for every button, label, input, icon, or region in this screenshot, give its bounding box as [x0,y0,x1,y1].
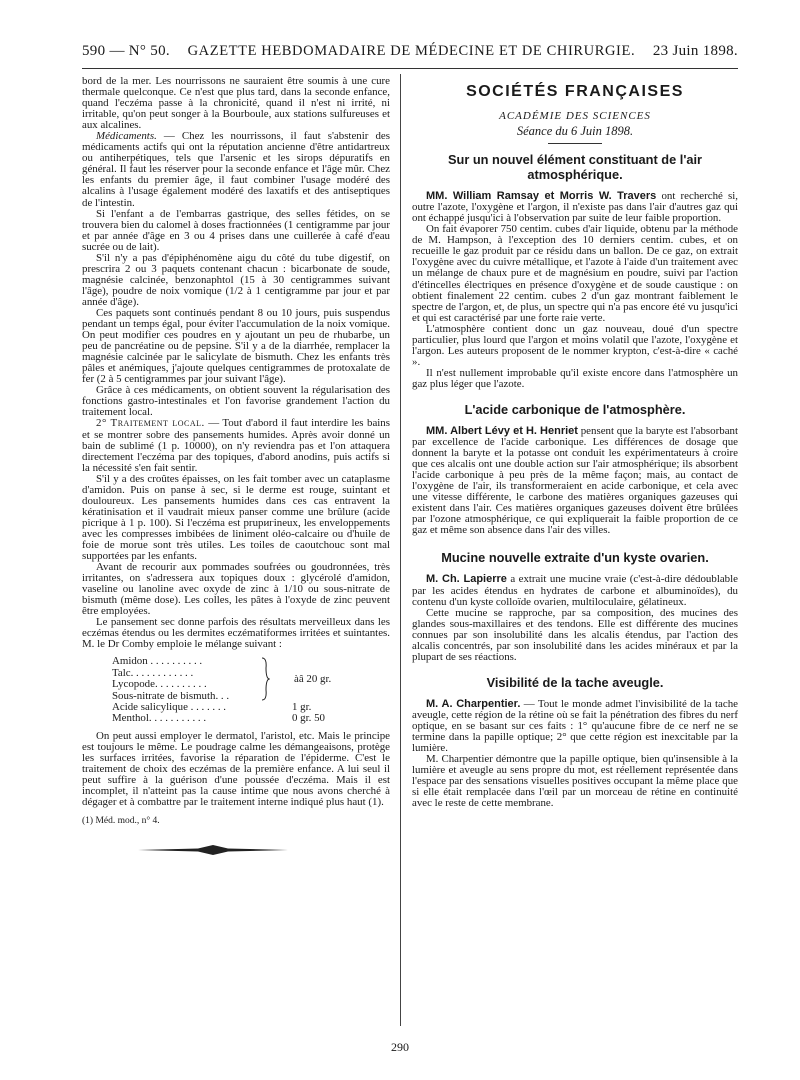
prescription [112,656,390,724]
recipe-ingredient: Sous-nitrate de bismuth. . . [112,689,230,702]
paragraph-text: ont recherché si, outre l'azote, l'oxygène et l'argon, il n'existe pas dans l'air d'autres gaz qui ont échappé jusqu'ici à l'observation par suite de leur faible proportion. [412,190,738,225]
paragraph [82,131,390,208]
right-column [412,76,738,809]
paragraph: On fait évaporer 750 centim. cubes d'air liquide, obtenu par la méthode de M. Hampson, à l'exception des 10 derniers centim. cubes, et on recueille le gaz produit par ce résidu dans un ballon. De ce gaz, on extrait l'oxygène avec du cuivre métallique, et l'azote à l'aide d'un traitement avec un mélange de chaux pure et de magnésium en poudre, suivi par l'action d'étincelles électriques en présence d'oxygène et de soude caustique : on obtient finalement 22 centim. cubes 2 d'un gaz montrant faiblement le spectre de l'argon, et, de plus, un spectre qui n'a pas encore été vu jusqu'ici et qui est caractérisé par une forte raie verte. [412,223,738,324]
brace-icon [260,657,270,701]
header-date: 23 Juin 1898. [652,42,738,59]
article-authors: M. Ch. Lapierre [426,573,507,586]
left-column [82,76,390,858]
recipe-ingredient: Amidon . . . . . . . . . . [112,655,203,668]
paragraph [412,574,738,607]
recipe-dose: 0 gr. 50 [292,712,325,725]
column-divider [400,74,401,1026]
footnote: (1) Méd. mod., n° 4. [82,816,160,827]
paragraph: Le pansement sec donne parfois des résultats merveilleux dans les eczémas étendus ou les dermites eczématiformes irritées et suintantes. M. le Dr Comby emploie le mélange suivant : [82,616,390,651]
short-rule [548,143,602,144]
journal-title: GAZETTE HEBDOMADAIRE DE MÉDECINE ET DE CHIRURGIE. [187,42,636,59]
run-in-label: 2° Traitement local. [96,417,205,430]
article-title: Mucine nouvelle extraite d'un kyste ovarien. [441,550,709,566]
recipe-ingredient: Menthol. . . . . . . . . . . [112,712,207,725]
paragraph: On peut aussi employer le dermatol, l'aristol, etc. Mais le principe est toujours le même. Le poudrage calme les démangeaisons, protège les surfaces irritées, favorise la réparation de l'épiderme. C'est le traitement de choix des eczémas de la première enfance. A lui seul il peut suffire à la guérison d'une poussée d'eczéma. Mais il est incomplet, il n'atteint pas la cause intime que nous avons cherché à dégager et à combattre par le traitement interne indiqué plus haut (1). [82,729,390,809]
paragraph: S'il n'y a pas d'épiphénomène aigu du côté du tube digestif, on prescrira 2 ou 3 paquets contenant chacun : bicarbonate de soude, magnésie calcinée, benzonaphtol (15 à 30 centigrammes suivant l'âge), poudre de noix vomique (1/2 à 1 centigramme par jour et par année d'âge). [82,251,390,308]
paragraph-text: — Tout le monde admet l'invisibilité de la tache aveugle, cette région de la rétine où se fait la pénétration des fibres du nerf optique, en se basant sur ces faits : 1° qu'aucune fibre de ce nerf ne se termine dans la papille optique; 2° que cette région est inexcitable par la lumière. [412,697,739,755]
paragraph-text: — Chez les nourrissons, il faut s'abstenir des médicaments actifs qui ont la réputation ancienne d'être antidartreux ou antiherpétiques, tels que l'arsenic et les sirops dépuratifs en général. Il faut les réserver pour la seconde enfance et l'âge mûr. Chez les enfants du premier âge, il faut combiner l'usage modéré des alcalins à l'usage également modéré des laxatifs et des antiseptiques de l'intestin. [82,130,390,209]
paragraph: Ces paquets sont continués pendant 8 ou 10 jours, puis suspendus pendant un temps égal, pour éviter l'accumulation de la noix vomique. On peut modifier ces poudres en y ajoutant un peu de rhubarbe, un peu de pancréatine ou de pepsine. S'il y a de la diarrhée, remplacer la magnésie calcinée par le salicylate de bismuth. Chez les enfants très pâles et anémiques, j'ajoute quelques centigrammes de protoxalate de fer (2 à 5 centigrammes par jour suivant l'âge). [82,306,390,386]
header-page-left: 590 — N° 50. [82,42,170,59]
paragraph: Cette mucine se rapproche, par sa composition, des mucines des glandes sous-maxillaires et des tendons. Elle est différente des mucines connues par son insolubilité dans les alcalis étendus, par l'action des alcalis concentrés, par son insolubilité dans les acides minéraux et par la plupart de ses réactions. [412,606,738,663]
paragraph: Avant de recourir aux pommades soufrées ou goudronnées, très irritantes, on s'adressera aux topiques doux : glycérolé d'amidon, vaseline ou lanoline avec oxyde de zinc à 1/10 ou sous-nitrate de bismuth (même dose). Les colles, les pâtes à l'oxyde de zinc peuvent être employées. [82,561,390,618]
recipe-group [112,656,260,702]
paragraph-text: — Tout d'abord il faut interdire les bains et se montrer sobre des pansements humides. Après avoir donné un bain de sublimé (1 p. 10000), on n'y reviendra pas et l'on attaquera directement l'eczéma par des topiques, d'abord anodins, puis actifs si la nécessité s'en fait sentir. [82,417,390,474]
paragraph: bord de la mer. Les nourrissons ne sauraient être soumis à une cure thermale quelconque. Ce n'est que plus tard, dans la seconde enfance, quand l'eczéma passe à la chronicité, quand il n'est ni irrité, ni irritable, qu'on peut songer à la Bourboule, aux stations sulfureuses et aux alcalines. [82,75,390,132]
paragraph: Si l'enfant a de l'embarras gastrique, des selles fétides, on se trouvera bien du calomel à doses fractionnées (1 centigramme par jour et par année d'âge en 3 ou 4 prises dans une cuillerée à café d'eau sucrée ou de lait). [82,207,390,253]
paragraph: S'il y a des croûtes épaisses, on les fait tomber avec un cataplasme d'amidon. Puis on panse à sec, si le derme est rouge, suintant et douloureux. Les pansements humides dans ces cas entravent la kératinisation et il vaudrait mieux panser comme une brûlure (acide picrique à 1 p. 100). Si l'eczéma est pruригineux, les enveloppements avec les compresses imbibées de liniment oléo-calcaire ou d'huile de foie de morue sont très utiles. Les toiles de caoutchouc sont mal supportées par les enfants. [82,472,390,563]
recipe-ingredient: Lycopode. . . . . . . . . . [112,678,207,691]
article-authors: M. A. Charpentier. [426,697,521,710]
end-ornament-icon [138,845,288,855]
recipe-group-dose: àâ 20 gr. [294,672,332,685]
paragraph: M. Charpentier démontre que la papille optique, bien qu'insensible à la lumière et aveugle au sens propre du mot, est réellement représentée dans l'espace par des sensations visuelles positives occupant la même place que si elle était remplacée dans l'œil par un morceau de rétine en continuité avec le reste de cette membrane. [412,753,738,810]
academy-heading: ACADÉMIE DES SCIENCES [499,110,651,123]
paragraph: Grâce à ces médicaments, on obtient souvent la régularisation des fonctions gastro-intestinales et l'on favorise grandement l'action du traitement local. [82,384,390,419]
section-title: SOCIÉTÉS FRANÇAISES [466,83,684,100]
recipe-ingredient: Talc. . . . . . . . . . . . [112,666,194,679]
paragraph-text: a extrait une mucine vraie (c'est-à-dire dédoublable par les acides étendus en hydrates de carbone et albuminoïdes), du contenu d'un kyste colloïde ovarien, multiloculaire, gélatineux. [412,573,738,608]
paragraph [412,191,738,224]
article-title: Visibilité de la tache aveugle. [486,674,664,690]
recipe-ingredient: Acide salicylique . . . . . . . [112,701,227,714]
page-number: 290 [391,1040,409,1054]
paragraph: L'atmosphère contient donc un gaz nouveau, doué d'un spectre particulier, plus lourd que l'argon et moins volatil que l'azote, l'oxygène et l'argon. Les auteurs proposent de le nommer krypton, c'est-à-dire « caché ». [412,322,738,368]
paragraph [412,699,738,754]
header-rule [82,68,738,69]
session-date: Séance du 6 Juin 1898. [516,124,634,139]
running-header [82,38,738,64]
article-authors: MM. Albert Lévy et H. Henriet [426,424,578,437]
paragraph: Il n'est nullement improbable qu'il existe encore dans l'atmosphère un gaz plus léger que l'azote. [412,366,738,390]
article-title: Sur un nouvel élément constituant de l'air atmosphérique. [447,152,703,183]
article-title: L'acide carbonique de l'atmosphère. [464,401,686,417]
paragraph [412,426,738,536]
article-authors: MM. William Ramsay et Morris W. Travers [426,190,657,203]
paragraph [82,418,390,473]
paragraph-text: pensent que la baryte est l'absorbant par excellence de l'acide carbonique. Les différences de dosage que donnent la baryte et la potasse ont conduit les expérimentateurs à croire que ces alcalis ont une double action sur l'air atmosphérique; ils absorbent l'acide carbonique à peu près de la même façon; mais, au contact de l'oxygène de l'air, ils transformeraient en acide carbonique, et cela avec une vitesse différente, le carbone des matières organiques gazeuses qui existent dans l'air. Ces matières organiques gazeuses doivent être brûlées par l'ozone atmosphérique, ce qui expliquerait la faible proportion de ce gaz et même son absence dans l'air des villes. [412,424,738,537]
run-in-label: Médicaments. [96,130,157,143]
recipe-dose: 1 gr. [292,701,312,714]
